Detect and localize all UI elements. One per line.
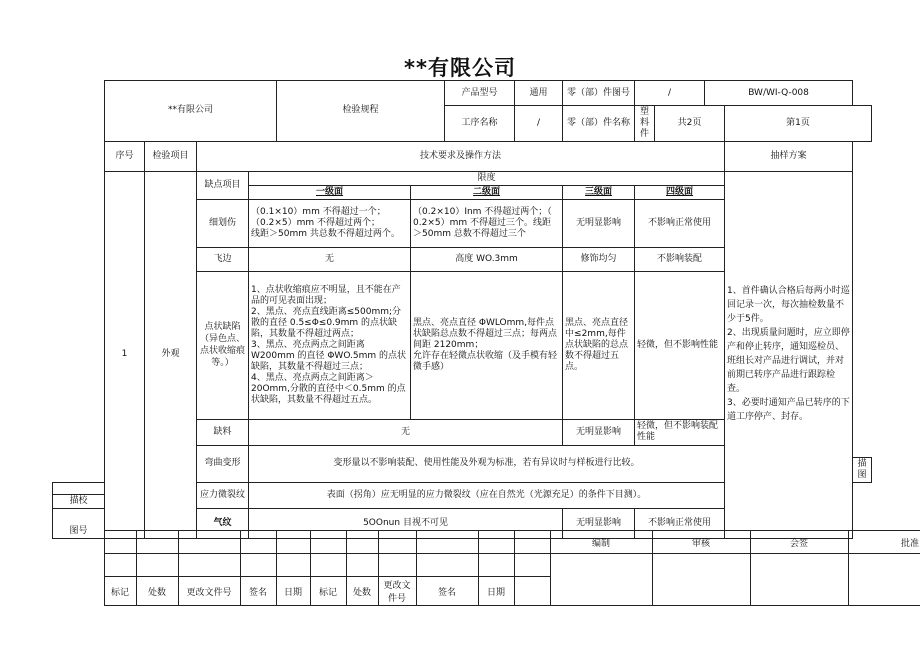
side-label-draw: 描图 xyxy=(853,457,872,482)
footer-signature-table xyxy=(52,530,920,606)
blank-cell xyxy=(378,554,416,577)
stress-text: 表面（拐角）应无明显的应力微裂纹（应在自然光（光源充足）的条件下目测）。 xyxy=(249,482,725,508)
spot-grade3: 黑点、亮点直径中≤2mm,每件点状缺陷的总点数不得超过五点。 xyxy=(563,271,635,419)
blank-cell xyxy=(514,531,550,554)
blank-cell xyxy=(276,554,310,577)
process-name-label: 工序名称 xyxy=(445,106,515,142)
grade4-header: 四级面 xyxy=(635,185,725,199)
blank-cell xyxy=(104,531,136,554)
spot-defect-name: 点状缺陷（异色点、点状收缩痕等。） xyxy=(197,271,249,419)
blank-cell xyxy=(416,531,478,554)
scratch-grade3: 无明显影响 xyxy=(563,199,635,247)
scratch-grade4: 不影响正常使用 xyxy=(635,199,725,247)
bubble-grade12: 5OOnun 目视不可见 xyxy=(249,508,563,538)
inspection-table xyxy=(52,80,872,539)
blank-cell xyxy=(178,554,240,577)
flash-grade4: 不影响装配 xyxy=(635,247,725,271)
blank-cell xyxy=(310,531,346,554)
total-pages: 共2页 xyxy=(655,106,725,142)
blank-cell xyxy=(240,531,276,554)
doc-code: BW/WI-Q-008 xyxy=(705,81,853,106)
sampling-plan-text: 1、首件确认合格后每两小时巡回记录一次，每次抽检数量不少于5件。 2、出现质量问题时，应立即停产和停止转序，通知巡检员、班组长对产品进行调试，并对前期已转序产品进行跟踪检查。 3、必要时通知产品已转序的下道工序停产、封存。 xyxy=(725,171,853,538)
margin-cell xyxy=(53,171,105,482)
col-tech: 技术要求及操作方法 xyxy=(197,141,725,171)
blank-cell xyxy=(478,554,514,577)
blank-cell xyxy=(276,531,310,554)
blank-cell xyxy=(416,554,478,577)
page-number: 第1页 xyxy=(725,106,872,142)
footer-review: 审核 xyxy=(652,531,750,554)
grade2-header: 二级面 xyxy=(411,185,563,199)
scratch-grade1: （0.1×10）mm 不得超过一个； （0.2×5）mm 不得超过两个； 线距＞50mm 共总数不得超过两个。 xyxy=(249,199,411,247)
missing-grade4: 轻微，但不影响装配性能 xyxy=(635,419,725,445)
flash-grade3: 修饰均匀 xyxy=(563,247,635,271)
flash-grade2: 高度 WO.3mm xyxy=(411,247,563,271)
footer-sign: 签名 xyxy=(240,577,276,606)
margin-cell xyxy=(52,554,104,577)
product-model-value: 通用 xyxy=(515,81,563,106)
scratch-grade2: （0.2×10）Inm 不得超过两个；（ 0.2×5）mm 不得超过三个。线距 ＞50mm 总数不得超过三个 xyxy=(411,199,563,247)
blank-cell xyxy=(310,554,346,577)
col-seq: 序号 xyxy=(105,141,145,171)
product-model-label: 产品型号 xyxy=(445,81,515,106)
bend-text: 变形量以不影响装配、使用性能及外观为标准，若有异议时与样板进行比较。 xyxy=(249,445,725,482)
stress-name: 应力微裂纹 xyxy=(197,482,249,508)
bend-name: 弯曲变形 xyxy=(197,445,249,482)
blank-cell xyxy=(514,554,550,577)
bubble-grade3: 无明显影响 xyxy=(563,508,635,538)
margin-cell xyxy=(53,482,105,494)
countersign-sign-area xyxy=(750,554,848,606)
footer-count-2: 处数 xyxy=(346,577,378,606)
footer-change-doc-2: 更改文件号 xyxy=(378,577,416,606)
grade3-header: 三级面 xyxy=(563,185,635,199)
side-label-figure-no: 图号 xyxy=(53,508,105,538)
margin-cell xyxy=(53,106,105,142)
footer-countersign: 会签 xyxy=(750,531,848,554)
blank-cell xyxy=(240,554,276,577)
footer-date: 日期 xyxy=(276,577,310,606)
margin-cell xyxy=(53,141,105,171)
grade1-header: 一级面 xyxy=(249,185,411,199)
blank-cell xyxy=(478,531,514,554)
part-drawing-no-value: / xyxy=(635,81,705,106)
footer-count: 处数 xyxy=(136,577,178,606)
col-item: 检验项目 xyxy=(145,141,197,171)
footer-date-2: 日期 xyxy=(478,577,514,606)
footer-approve: 批准 xyxy=(848,531,920,554)
col-sampling: 抽样方案 xyxy=(725,141,853,171)
document-title: **有限公司 xyxy=(404,56,516,80)
blank-cell xyxy=(378,531,416,554)
bubble-name: 气纹 xyxy=(197,508,249,538)
footer-compile: 编制 xyxy=(550,531,652,554)
side-label-check: 描校 xyxy=(53,494,105,508)
blank-cell xyxy=(514,577,550,606)
part-name-value: 塑料件 xyxy=(635,106,655,142)
blank-cell xyxy=(104,554,136,577)
spot-grade2: 黑点、亮点直径 ΦWLOmm,每件点状缺陷总点数不得超过三点；每两点间距 2120mm； 允许存在轻微点状收缩（及手模有轻微手感） xyxy=(411,271,563,419)
process-name-value: / xyxy=(515,106,563,142)
missing-grade12: 无 xyxy=(249,419,563,445)
flash-name: 飞边 xyxy=(197,247,249,271)
row1-seq: 1 xyxy=(105,171,145,538)
review-sign-area xyxy=(652,554,750,606)
compile-sign-area xyxy=(550,554,652,606)
missing-grade3: 无明显影响 xyxy=(563,419,635,445)
bubble-grade4: 不影响正常使用 xyxy=(635,508,725,538)
blank-cell xyxy=(136,531,178,554)
margin-cell xyxy=(52,577,104,606)
margin-cell xyxy=(53,81,105,106)
footer-sign-2: 签名 xyxy=(416,577,478,606)
header-doc-type: 检验规程 xyxy=(277,81,445,142)
header-company: **有限公司 xyxy=(105,81,277,142)
blank-cell xyxy=(178,531,240,554)
footer-mark-2: 标记 xyxy=(310,577,346,606)
footer-mark: 标记 xyxy=(104,577,136,606)
limit-header: 限度 xyxy=(249,171,725,185)
blank-cell xyxy=(346,554,378,577)
blank-cell xyxy=(346,531,378,554)
row1-item: 外观 xyxy=(145,171,197,538)
scratch-name: 细划伤 xyxy=(197,199,249,247)
part-drawing-no-label: 零（部）件图号 xyxy=(563,81,635,106)
defect-item-header: 缺点项目 xyxy=(197,171,249,199)
missing-name: 缺料 xyxy=(197,419,249,445)
spot-grade4: 轻微，但不影响性能 xyxy=(635,271,725,419)
blank-cell xyxy=(136,554,178,577)
approve-sign-area xyxy=(848,554,920,606)
flash-grade1: 无 xyxy=(249,247,411,271)
part-name-label: 零（部）件名称 xyxy=(563,106,635,142)
spot-grade1: 1、点状收缩痕应不明显，且不能在产品的可见表面出现； 2、黑点、亮点直线距离≤500mm;分散的直径 0.5≤Φ≤0.9mm 的点状缺陷，其数量不得超过两点； 3、黑点、亮点两点之间距离 W200mm 的直径 ΦWO.5mm 的点状缺陷，其数量不得超过三点； 4、黑点、亮点两点之间距离＞20Omm,分散的直径中＜0.5mm 的点状缺陷，其数量不得超过五点。 xyxy=(249,271,411,419)
margin-cell xyxy=(52,531,104,554)
footer-change-doc: 更改文件号 xyxy=(178,577,240,606)
